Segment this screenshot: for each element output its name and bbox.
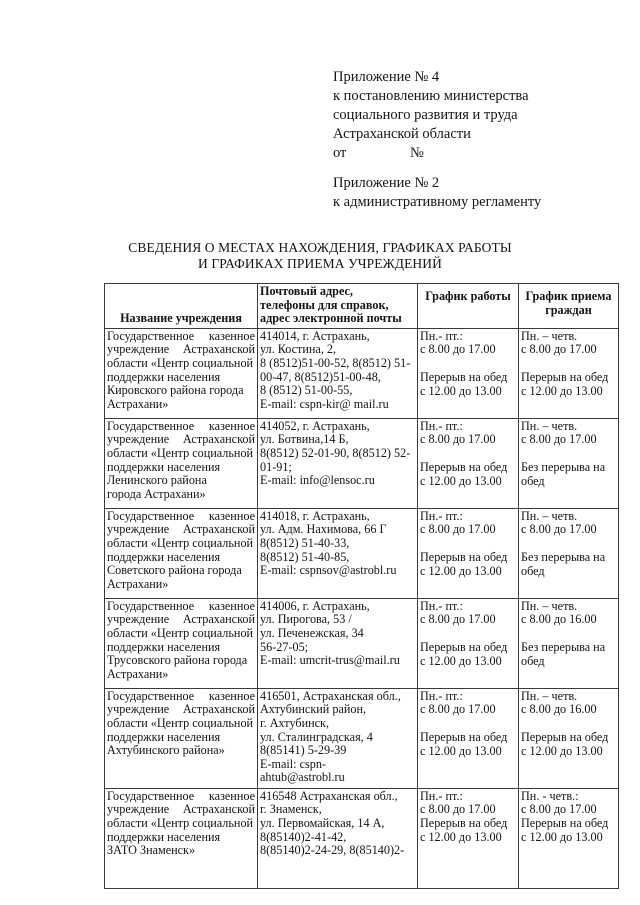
- work-line: с 12.00 до 13.00: [420, 653, 502, 668]
- address-line: 01-91;: [260, 459, 292, 474]
- reception-line: с 8.00 до 16.00: [521, 702, 597, 717]
- work-line: с 8.00 до 17.00: [420, 612, 496, 627]
- reception-line: с 8.00 до 17.00: [521, 802, 597, 817]
- reception-line: Пн. – четв.: [521, 688, 578, 703]
- work-line: Пн.- пт.:: [420, 508, 463, 523]
- work-line: Перерыв на обед: [420, 369, 508, 384]
- header-work-schedule: График работы: [418, 284, 519, 329]
- name-line: Кировского района города: [107, 383, 244, 398]
- reception-line: обед: [521, 473, 545, 488]
- reception-line: Перерыв на обед: [521, 729, 609, 744]
- work-line: с 12.00 до 13.00: [420, 743, 502, 758]
- name-line: Государственное казенное: [107, 418, 255, 433]
- name-line: поддержки населения: [107, 369, 221, 384]
- address-line: 414018, г. Астрахань,: [260, 508, 370, 523]
- work-line: с 8.00 до 17.00: [420, 702, 496, 717]
- address-line: 8(8512) 51-40-85,: [260, 549, 350, 564]
- address-line: Ахтубинский район,: [260, 702, 367, 717]
- reception-schedule-cell: [519, 788, 619, 888]
- document-title-line-1: СВЕДЕНИЯ О МЕСТАХ НАХОЖДЕНИЯ, ГРАФИКАХ РАБОТЫ: [128, 240, 512, 255]
- work-line: с 12.00 до 13.00: [420, 563, 502, 578]
- name-line: учреждение Астраханской: [107, 802, 255, 817]
- table-header-row: [105, 284, 619, 329]
- annex-4-number-label: №: [410, 145, 424, 161]
- name-line: учреждение Астраханской: [107, 612, 255, 627]
- address-line: 56-27-05;: [260, 639, 309, 654]
- address-line: г. Знаменск,: [260, 802, 322, 817]
- annex-2-line-2: к административному регламенту: [333, 194, 542, 210]
- address-line: 8(8512) 51-40-33,: [260, 535, 350, 550]
- annex-4-date-label: от: [333, 145, 347, 161]
- reception-line: обед: [521, 563, 545, 578]
- work-line: с 8.00 до 17.00: [420, 522, 496, 537]
- name-line: Государственное казенное: [107, 508, 255, 523]
- work-line: Пн.- пт.:: [420, 598, 463, 613]
- address-cell: [258, 328, 418, 418]
- address-line: 8 (8512) 51-00-55,: [260, 383, 353, 398]
- work-line: с 12.00 до 13.00: [420, 829, 502, 844]
- reception-line: с 8.00 до 17.00: [521, 342, 597, 357]
- name-line: Государственное казенное: [107, 328, 255, 343]
- reception-line: Без перерыва на: [521, 459, 606, 474]
- reception-line: Перерыв на обед: [521, 815, 609, 830]
- work-schedule-cell: [418, 418, 519, 508]
- name-line: области «Центр социальной: [107, 715, 254, 730]
- address-line: E-mail: cspn-: [260, 756, 326, 771]
- name-line: поддержки населения: [107, 549, 221, 564]
- work-line: Пн.- пт.:: [420, 418, 463, 433]
- name-line: Государственное казенное: [107, 598, 255, 613]
- name-line: города Астрахани»: [107, 486, 206, 501]
- reception-line: с 12.00 до 13.00: [521, 743, 603, 758]
- address-line: г. Ахтубинск,: [260, 715, 330, 730]
- reception-line: Пн. – четв.: [521, 418, 578, 433]
- reception-line: с 8.00 до 17.00: [521, 522, 597, 537]
- address-cell: [258, 418, 418, 508]
- address-cell: [258, 688, 418, 788]
- address-line: 8 (8512)51-00-52, 8(8512) 51-: [260, 355, 411, 370]
- header-reception-schedule: График приема граждан: [519, 284, 619, 329]
- work-line: с 8.00 до 17.00: [420, 432, 496, 447]
- annex-4-line-2: к постановлению министерства: [333, 88, 529, 104]
- name-line: ЗАТО Знаменск»: [107, 843, 196, 858]
- institutions-table: [104, 283, 619, 889]
- annex-4-line-4: Астраханской области: [333, 126, 471, 142]
- address-line: E-mail: info@lensoc.ru: [260, 473, 375, 488]
- address-line: 416548 Астраханская обл.,: [260, 788, 398, 803]
- work-schedule-cell: [418, 688, 519, 788]
- name-line: поддержки населения: [107, 639, 221, 654]
- name-line: поддержки населения: [107, 829, 221, 844]
- document-title-line-2: И ГРАФИКАХ ПРИЕМА УЧРЕЖДЕНИЙ: [198, 256, 442, 271]
- table-row: [105, 508, 619, 598]
- work-line: с 8.00 до 17.00: [420, 342, 496, 357]
- work-line: Перерыв на обед: [420, 815, 508, 830]
- annex-4-line-3: социального развития и труда: [333, 107, 518, 123]
- address-line: ул. Сталинградская, 4: [260, 729, 373, 744]
- name-line: области «Центр социальной: [107, 815, 254, 830]
- address-line: 416501, Астраханская обл.,: [260, 688, 401, 703]
- address-line: 414006, г. Астрахань,: [260, 598, 370, 613]
- header-address: Почтовый адрес, телефоны для справок, адрес электронной почты: [258, 284, 418, 329]
- header-name: Название учреждения: [105, 284, 258, 329]
- reception-schedule-cell: [519, 598, 619, 688]
- name-line: области «Центр социальной: [107, 535, 254, 550]
- reception-line: Пн. – четв.: [521, 328, 578, 343]
- reception-line: Пн. - четв.:: [521, 788, 579, 803]
- work-line: с 12.00 до 13.00: [420, 473, 502, 488]
- name-line: Астрахани»: [107, 576, 169, 591]
- address-line: ул. Адм. Нахимова, 66 Г: [260, 522, 387, 537]
- institution-name-cell: [105, 688, 258, 788]
- name-line: учреждение Астраханской: [107, 432, 255, 447]
- address-line: 8(85141) 5-29-39: [260, 743, 347, 758]
- address-cell: [258, 788, 418, 888]
- name-line: Государственное казенное: [107, 788, 255, 803]
- address-line: 00-47, 8(8512)51-00-48,: [260, 369, 381, 384]
- name-line: учреждение Астраханской: [107, 522, 255, 537]
- address-line: E-mail: cspn-kir@ mail.ru: [260, 396, 389, 411]
- work-line: с 12.00 до 13.00: [420, 383, 502, 398]
- reception-line: Без перерыва на: [521, 549, 606, 564]
- name-line: Ахтубинского района»: [107, 743, 225, 758]
- institution-name-cell: [105, 598, 258, 688]
- reception-line: Перерыв на обед: [521, 369, 609, 384]
- work-schedule-cell: [418, 788, 519, 888]
- address-line: 414014, г. Астрахань,: [260, 328, 370, 343]
- table-row: [105, 688, 619, 788]
- name-line: Астрахани»: [107, 666, 169, 681]
- address-line: ул. Печенежская, 34: [260, 625, 364, 640]
- name-line: Государственное казенное: [107, 688, 255, 703]
- reception-line: Пн. – четв.: [521, 508, 578, 523]
- work-schedule-cell: [418, 598, 519, 688]
- name-line: Астрахани»: [107, 396, 169, 411]
- reception-schedule-cell: [519, 418, 619, 508]
- institution-name-cell: [105, 418, 258, 508]
- table-row: [105, 418, 619, 508]
- address-line: E-mail: umcrit-trus@mail.ru: [260, 653, 400, 668]
- name-line: Ленинского района: [107, 473, 207, 488]
- reception-schedule-cell: [519, 328, 619, 418]
- reception-line: обед: [521, 653, 545, 668]
- name-line: учреждение Астраханской: [107, 342, 255, 357]
- work-line: с 8.00 до 17.00: [420, 802, 496, 817]
- work-line: Перерыв на обед: [420, 549, 508, 564]
- institution-name-cell: [105, 508, 258, 598]
- name-line: Советского района города: [107, 563, 242, 578]
- work-line: Перерыв на обед: [420, 639, 508, 654]
- name-line: поддержки населения: [107, 459, 221, 474]
- work-line: Пн.- пт.:: [420, 328, 463, 343]
- work-schedule-cell: [418, 328, 519, 418]
- reception-line: с 12.00 до 13.00: [521, 829, 603, 844]
- address-cell: [258, 598, 418, 688]
- address-line: ул. Ботвина,14 Б,: [260, 432, 349, 447]
- work-line: Пн.- пт.:: [420, 688, 463, 703]
- name-line: поддержки населения: [107, 729, 221, 744]
- work-line: Перерыв на обед: [420, 459, 508, 474]
- address-line: ahtub@astrobl.ru: [260, 770, 345, 785]
- reception-schedule-cell: [519, 688, 619, 788]
- work-line: Пн.- пт.:: [420, 788, 463, 803]
- institution-name-cell: [105, 788, 258, 888]
- address-line: 414052, г. Астрахань,: [260, 418, 370, 433]
- address-line: ул. Первомайская, 14 А,: [260, 815, 385, 830]
- name-line: области «Центр социальной: [107, 355, 254, 370]
- reception-line: с 8.00 до 16.00: [521, 612, 597, 627]
- address-line: 8(8512) 52-01-90, 8(8512) 52-: [260, 445, 411, 460]
- address-cell: [258, 508, 418, 598]
- address-line: E-mail: cspnsov@astrobl.ru: [260, 563, 397, 578]
- name-line: Трусовского района города: [107, 653, 248, 668]
- name-line: области «Центр социальной: [107, 445, 254, 460]
- institution-name-cell: [105, 328, 258, 418]
- annex-4-title: Приложение № 4: [333, 69, 440, 85]
- table-row: [105, 598, 619, 688]
- reception-line: с 8.00 до 17.00: [521, 432, 597, 447]
- reception-line: с 12.00 до 13.00: [521, 383, 603, 398]
- work-schedule-cell: [418, 508, 519, 598]
- reception-line: Пн. – четв.: [521, 598, 578, 613]
- address-line: ул. Пирогова, 53 /: [260, 612, 352, 627]
- address-line: ул. Костина, 2,: [260, 342, 337, 357]
- reception-schedule-cell: [519, 508, 619, 598]
- address-line: 8(85140)2-41-42,: [260, 829, 347, 844]
- name-line: области «Центр социальной: [107, 625, 254, 640]
- table-row: [105, 328, 619, 418]
- reception-line: Без перерыва на: [521, 639, 606, 654]
- work-line: Перерыв на обед: [420, 729, 508, 744]
- annex-2-title: Приложение № 2: [333, 175, 440, 191]
- table-row: [105, 788, 619, 888]
- address-line: 8(85140)2-24-29, 8(85140)2-: [260, 843, 405, 858]
- name-line: учреждение Астраханской: [107, 702, 255, 717]
